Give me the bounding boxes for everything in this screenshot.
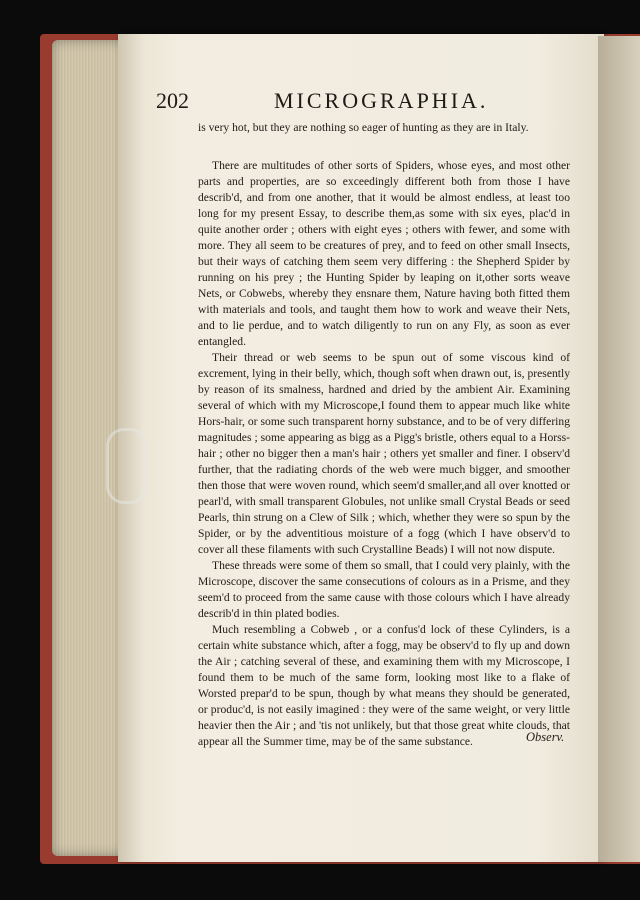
paragraph: Much resembling a Cobweb , or a confus'd lock of these Cylinders, is a certain white substance which, after a fogg, may be observ'd to fly up and down the Air ; catching several of these, and examining them with my Microscope, I found them to be much of the same form, looking most like to a flake of Worsted prepar'd to be spun, though by what means they should be generated, or produc'd, is not easily imagined : they were of the same weight, or very little heavier then the Air ; and 'tis not unlikely, but that those great white clouds, that appear all the Summer time, may be of the same substance. bbox=[198, 623, 570, 748]
paragraph: is very hot, but they are nothing so eager of hunting as they are in Italy. bbox=[198, 121, 529, 134]
paragraph: These threads were some of them so small, that I could very plainly, with the Microscope, discover the same consecutions of colours as in a Prisme, and they seem'd to proceed from the same cause with those colours which I have already describ'd in thin plated bodies. bbox=[198, 559, 570, 620]
facing-page-edge bbox=[598, 36, 640, 862]
body-text bbox=[198, 120, 570, 750]
paragraph: There are multitudes of other sorts of Spiders, whose eyes, and most other parts and properties, are so exceedingly different both from those I have describ'd, and from one another, that it would be almost endless, at least too long for my present Essay, to describe them,as some with six eyes, plac'd in quite another order ; others with eight eyes ; others with fewer, and some with more. They all seem to be creatures of prey, and to feed on other small Insects, but their ways of catching them seem very differing : the Shepherd Spider by running on his prey ; the Hunting Spider by leaping on it,other sorts weave Nets, or Cobwebs, whereby they ensnare them, Nature having both fitted them with materials and tools, and taught them how to work and weave their Nets, and to lie perdue, and to watch diligently to run on any Fly, as soon as ever entangled. bbox=[198, 159, 570, 348]
page-number: 202 bbox=[156, 88, 189, 113]
catchword: Observ. bbox=[526, 730, 565, 744]
running-title: MICROGRAPHIA. bbox=[274, 88, 489, 113]
page-clip bbox=[106, 428, 148, 504]
paragraph: Their thread or web seems to be spun out of some viscous kind of excrement, lying in their belly, which, though soft when drawn out, is, presently by reason of its smalness, hardned and dried by the ambient Air. Examining several of which with my Microscope,I found them to appear much like white Hors-hair, or some such transparent horny substance, and to be of very differing magnitudes ; some appearing as bigg as a Pigg's bristle, others equal to a Horss-hair ; other no bigger then a man's hair ; others yet smaller and finer. I observ'd further, that the radiating chords of the web were much bigger, and smoother then those that were woven round, which seem'd smaller,and all over knotted or pearl'd, with small transparent Globules, not unlike small Crystal Beads or seed Pearls, thin strung on a Clew of Silk ; which, whether they were so spun by the Spider, or by the adventitious moisture of a fogg (which I have observ'd to cover all these filaments with such Crystalline Beads) I will not now dispute. bbox=[198, 351, 570, 556]
